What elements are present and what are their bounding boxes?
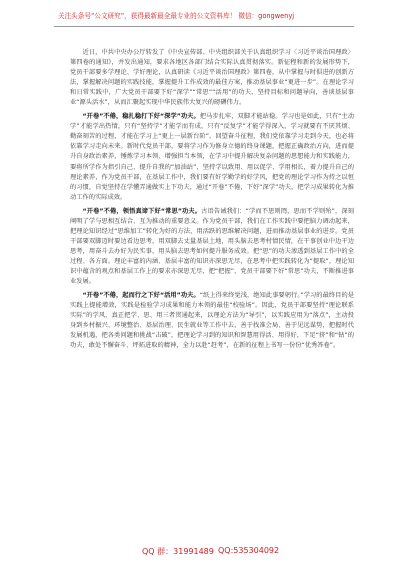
paragraph-lead: “开卷”不倦，起而行之下好“活用”功夫。 bbox=[82, 292, 200, 300]
paragraph-intro bbox=[70, 48, 354, 108]
paragraph-deep-study bbox=[70, 112, 354, 202]
paragraph-text: 古语告诫我们：“学而不思则罔，思而不学则殆”，深刻阐明了学与思相互结合、互为推动的重要意义。作为党员干部，我们在工作实践中要把脑力调动起来，把理论知识经过“思维加工”转化为好的方法，用活跃的思维解决问题，进而推动基层事业的进步。党员干部要双脚迈时要边看边思考，用双脚去丈量基层土地，用头脑去思考村情民情，在干事创业中边干边思考，用奋斗去办好为民实事，用头脑去思考如何提升服务成效。把“思”的功夫渗透到基层工作中的全过程、各方面。理论丰富的内涵、基层丰富的知识亦深思无尽，在思考中把实践转化为“提取”，理论知识中蕴含的观点和基层工作上的要求亦深思无尽，把“把握”，党员干部要下好“常思”功夫，不断推进事业发展。 bbox=[70, 207, 354, 286]
qq-contact-number: QQ:535304092 bbox=[218, 546, 280, 555]
header-notice: 关注头条号“公文研究”，获得最新最全最专业的公文资料库！ 微信：gongwenyj bbox=[58, 12, 295, 20]
paragraph-lead: “开卷”不倦，稳扎稳打下好“深学”功夫。 bbox=[82, 113, 200, 121]
paragraph-text: 近日，中共中央办公厅转发了《中央宣传部、中央组织部关于认真组织学习〈习近平谈治国理政〉第四卷的通知》，并发出通知，要求各地区各部门结合实际认真贯彻落实。新征程和新的发展形势下，党员干部要多学理论、学好理论，认真研读《习近平谈治国理政》第四卷，从中掌握与时俱进的创新方法，掌握解决问题的实践技能，掌握提升工作成效的最佳方案，推动基层事业“更进一步”。在理论学习和日常实践中，广大党员干部要下好“深学”“常思”“活用”的功夫，坚持目标和问题导向，善谈基层事业“源头活水”，从而汇聚起实现中华民族伟大复兴的磅礴伟力。 bbox=[70, 49, 354, 107]
footer-contacts bbox=[0, 546, 408, 558]
paragraph-constant-thought bbox=[70, 207, 354, 287]
qq-group-number: QQ 群：31991489 bbox=[142, 547, 214, 556]
paragraph-text: 把马步扎牢，双脚才能站稳。学习也是如此，只有“主动学”才能学出热情，只有“坚持学”才能学而有成，只有“反复学”才能学得深入，学习就要有不厌其烦、勤奋刻苦的过程，才能在学习上“更上一层新台阶”。回望奋斗征程，我们党依靠学习走到今天，也必将依靠学习走向未来。新时代党员干部，要将学习作为修身立德的终身课题，把握正确政治方向，进而提升自身政治素养，锤炼学习本领、增强担当本领，在学习中提升解决复杂问题的思想能力和实践能力，要将所学作为指引自己、提升自我的“加油站”，坚持学以致用、用以促学、学用相长，着力提升自己的理论素养，作为党员干部，在基层工作中，我们要有好学勤学的好学风，把党的理论学习作为持之以恒的习惯，自觉坚持在学懂弄通做实上下功夫，通过“开卷”不倦，下好“深学”功夫，把学习成果转化为推动工作的实际成效。 bbox=[70, 113, 354, 201]
header-divider bbox=[54, 26, 354, 27]
paragraph-lead: “开卷”不倦，领悟真谛下好“常思”功夫。 bbox=[82, 207, 202, 215]
article-body bbox=[70, 48, 354, 355]
paragraph-active-use bbox=[70, 291, 354, 351]
paragraph-text: “纸上得来终觉浅，绝知此事要躬行。”学习的最终目的是实践上提能增效，实践是检验学习成果和能力本领的最佳“校验场”。因此，党员干部要坚持“理论联系实际”的学风，真正把学、思、用三者贯通起来，以理论方法为“导引”，以实践应用为“落点”，主动投身到乡村振兴、环境整治、基层治理、民生就业等工作中去，善于找准会局、善于见远谋势，把握时代发展机遇，把各类问题和挑战“击破”，把理论学习到的知识和智慧用得活、用得好，下足“挤”和“钻”的功夫，敢处不懈奋斗、坪拓进取的精神，全力以赴“赶考”，在新的征程上书写一份份“优秀答卷”。 bbox=[70, 292, 354, 350]
